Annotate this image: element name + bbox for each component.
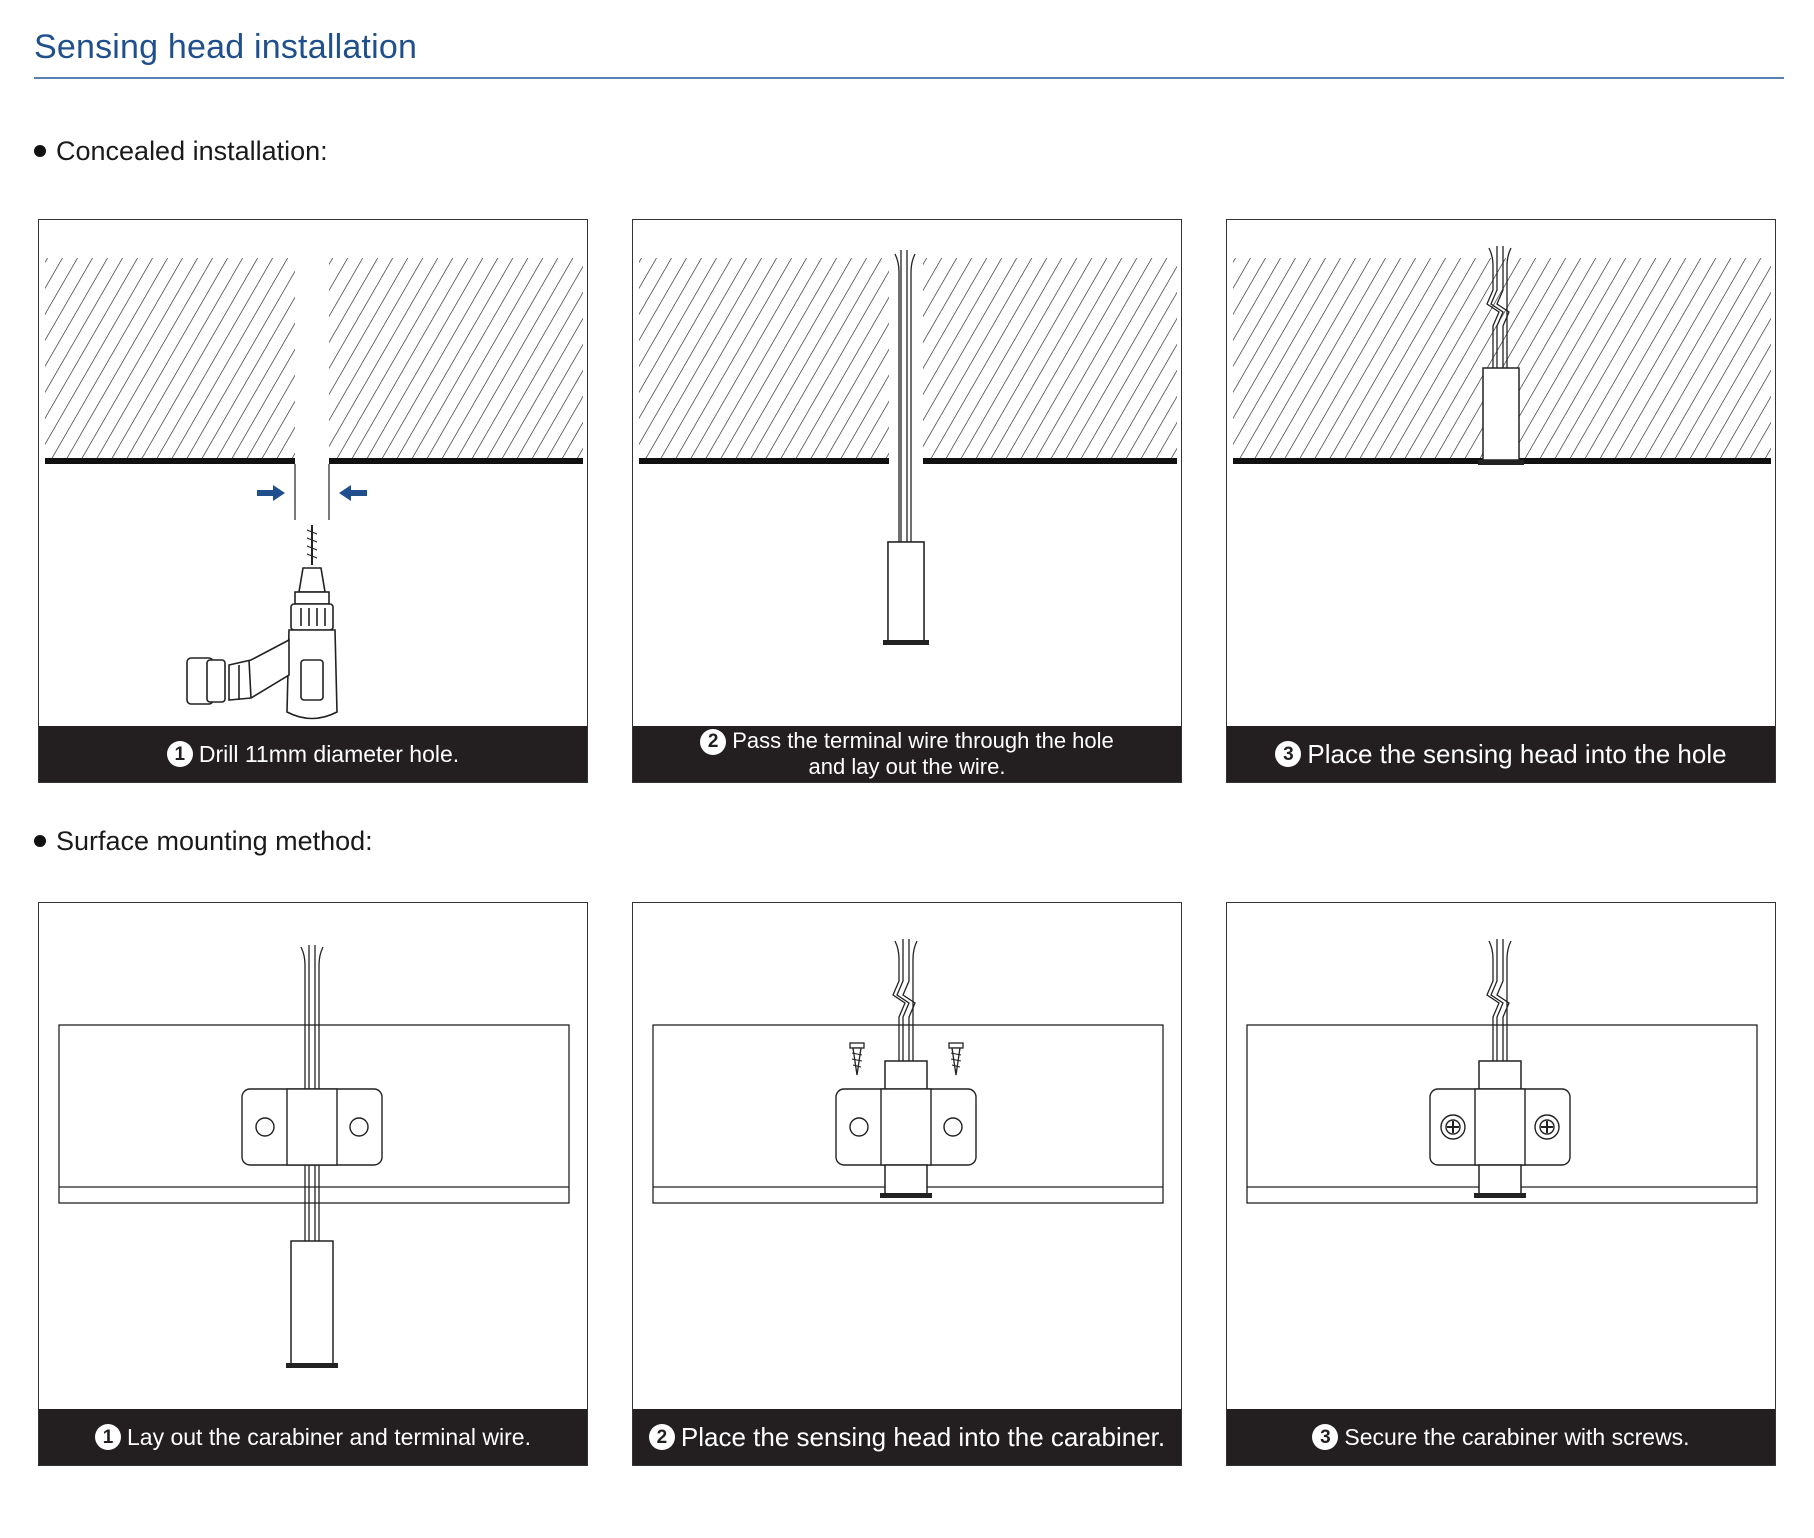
step-number-badge: 3 [1312,1424,1338,1450]
surface-step-2-text: Place the sensing head into the carabiner. [680,1421,1166,1452]
sensing-head-icon [885,1165,927,1195]
title-underline [34,77,1784,79]
sensing-head-icon [1483,368,1519,460]
surface-step-2-panel [632,902,1182,1466]
concealed-step-2-line1: Pass the terminal wire through the hole [732,727,1114,753]
surface-heading [34,826,373,857]
sensing-head-icon [888,542,924,644]
page-title: Sensing head installation [34,28,418,66]
concealed-step-1-text: Drill 11mm diameter hole. [198,740,460,767]
concealed-step-3-text: Place the sensing head into the hole [1307,738,1727,769]
concealed-heading [34,136,328,167]
pass-wire-illustration [633,220,1182,783]
concealed-step-3-panel [1226,219,1776,783]
carabiner-icon [242,1089,382,1165]
bullet-icon [34,145,46,157]
surface-step-1-panel [38,902,588,1466]
surface-step-2-caption [633,1409,1181,1465]
phillips-screw-icon [1441,1115,1465,1139]
concealed-step-2-panel [632,219,1182,783]
sensing-head-icon [1479,1165,1521,1195]
surface-step-3-panel [1226,902,1776,1466]
concealed-heading-text: Concealed installation: [56,136,328,166]
arrow-left-icon [339,485,367,501]
drill-hole-illustration [39,220,588,783]
concealed-step-2-line2: and lay out the wire. [808,754,1006,780]
secure-screws-illustration [1227,903,1776,1466]
surface-step-3-text: Secure the carabiner with screws. [1344,1423,1690,1450]
concealed-step-1-panel [38,219,588,783]
step-number-badge: 3 [1275,741,1301,767]
step-number-badge: 2 [700,729,726,755]
arrow-right-icon [257,485,285,501]
carabiner-icon [836,1089,976,1165]
place-into-carabiner-illustration [633,903,1182,1466]
phillips-screw-icon [1535,1115,1559,1139]
concealed-step-2-caption [633,726,1181,782]
step-number-badge: 2 [649,1424,675,1450]
step-number-badge: 1 [167,741,193,767]
drill-icon [187,525,337,719]
surface-step-3-caption [1227,1409,1775,1465]
sensing-head-icon [291,1241,333,1366]
lay-out-carabiner-illustration [39,903,588,1466]
surface-heading-text: Surface mounting method: [56,826,373,856]
surface-step-1-text: Lay out the carabiner and terminal wire. [127,1423,531,1450]
bullet-icon [34,835,46,847]
concealed-step-1-caption [39,726,587,782]
surface-step-1-caption [39,1409,587,1465]
step-number-badge: 1 [95,1424,121,1450]
place-head-illustration [1227,220,1776,783]
concealed-step-3-caption [1227,726,1775,782]
